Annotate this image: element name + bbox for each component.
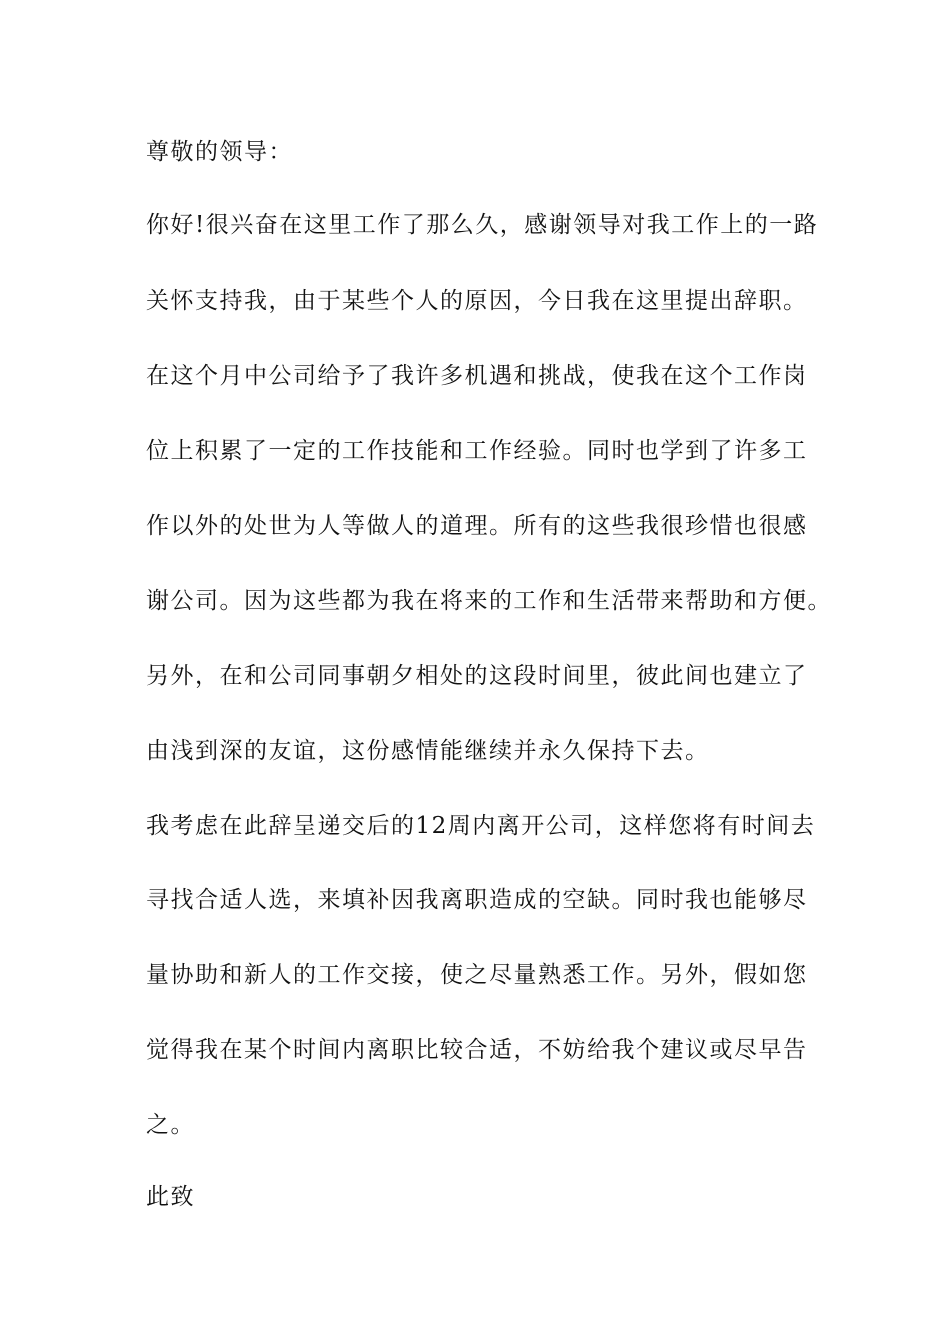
body-line: 觉得我在某个时间内离职比较合适，不妨给我个建议或尽早告 (146, 1037, 808, 1063)
body-line: 关怀支持我，由于某些个人的原因，今日我在这里提出辞职。 (146, 288, 808, 314)
body-line: 由浅到深的友谊，这份感情能继续并永久保持下去。 (146, 738, 710, 764)
body-line: 另外，在和公司同事朝夕相处的这段时间里，彼此间也建立了 (146, 663, 808, 689)
salutation: 尊敬的领导： (146, 139, 293, 165)
body-line: 量协助和新人的工作交接，使之尽量熟悉工作。另外，假如您 (146, 962, 808, 988)
body-line: 之。 (146, 1112, 195, 1138)
body-line: 在这个月中公司给予了我许多机遇和挑战，使我在这个工作岗 (146, 363, 808, 389)
body-line: 谢公司。因为这些都为我在将来的工作和生活带来帮助和方便。 (146, 588, 832, 614)
body-line: 寻找合适人选，来填补因我离职造成的空缺。同时我也能够尽 (146, 887, 808, 913)
body-line: 位上积累了一定的工作技能和工作经验。同时也学到了许多工 (146, 438, 808, 464)
closing: 此致 (146, 1184, 195, 1210)
body-line: 作以外的处世为人等做人的道理。所有的这些我很珍惜也很感 (146, 513, 808, 539)
body-line: 我考虑在此辞呈递交后的12周内离开公司，这样您将有时间去 (146, 813, 816, 839)
body-line: 你好!很兴奋在这里工作了那么久，感谢领导对我工作上的一路 (146, 212, 819, 238)
